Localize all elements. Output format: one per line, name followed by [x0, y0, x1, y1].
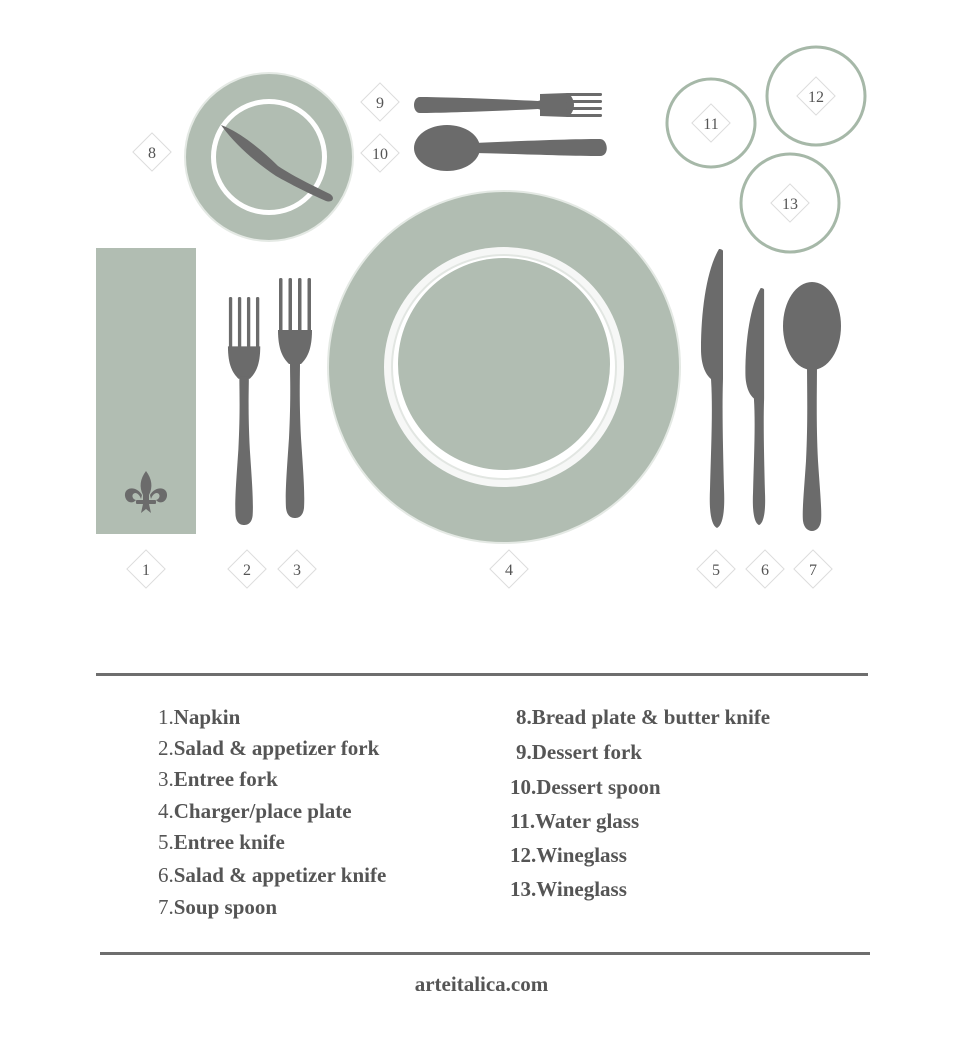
legend-item-label: Charger/place plate: [173, 799, 352, 823]
legend-item-11: [510, 809, 639, 834]
legend-item-12: [510, 843, 627, 868]
marker-6-label: 6: [761, 562, 769, 579]
legend-item-13: [510, 877, 627, 902]
legend-item-label: Wineglass: [536, 877, 627, 901]
legend-item-2: [158, 736, 379, 761]
marker-11-label: 11: [703, 116, 719, 133]
legend-item-10: [510, 775, 661, 800]
footer-site-link[interactable]: arteitalica.com: [414, 972, 549, 996]
marker-10-label: 10: [372, 146, 388, 163]
legend-item-number: 10.: [510, 775, 537, 799]
marker-3: [278, 550, 316, 588]
legend-item-label: Water glass: [535, 809, 640, 833]
legend-item-9: [516, 740, 642, 765]
legend-item-number: 1.: [158, 705, 174, 729]
charger-plate: [328, 191, 680, 543]
legend-item-number: 8.: [516, 705, 532, 729]
legend-item-6: [158, 863, 386, 888]
legend-item-number: 9.: [516, 740, 532, 764]
dessert-fork: [414, 93, 602, 117]
legend-item-number: 5.: [158, 830, 174, 854]
marker-7: [794, 550, 832, 588]
marker-1: [127, 550, 165, 588]
dessert-spoon: [414, 125, 607, 171]
legend-item-number: 12.: [510, 843, 537, 867]
legend-item-1: [158, 705, 240, 730]
legend-item-5: [158, 830, 285, 855]
legend-item-3: [158, 767, 278, 792]
marker-1-label: 1: [142, 562, 150, 579]
top-divider: [96, 673, 868, 676]
legend-item-label: Napkin: [173, 705, 241, 729]
salad-appetizer-knife: [745, 288, 765, 525]
legend-item-label: Bread plate & butter knife: [531, 705, 771, 729]
marker-4: [490, 550, 528, 588]
marker-2-label: 2: [243, 562, 251, 579]
soup-spoon: [783, 282, 841, 531]
legend-item-number: 3.: [158, 767, 174, 791]
salad-appetizer-fork: [228, 297, 260, 525]
bread-plate: [185, 73, 353, 241]
legend-item-number: 6.: [158, 863, 174, 887]
marker-10: [361, 134, 399, 172]
marker-8: [133, 133, 171, 171]
legend-item-4: [158, 799, 352, 824]
legend-item-8: [516, 705, 770, 730]
marker-9: [361, 83, 399, 121]
legend-item-number: 11.: [510, 809, 536, 833]
legend-item-label: Dessert fork: [531, 740, 642, 764]
legend-item-number: 7.: [158, 895, 174, 919]
legend-item-number: 2.: [158, 736, 174, 760]
marker-5-label: 5: [712, 562, 720, 579]
marker-2: [228, 550, 266, 588]
legend-item-7: [158, 895, 277, 920]
legend-item-number: 4.: [158, 799, 174, 823]
entree-fork: [278, 278, 312, 518]
marker-7-label: 7: [809, 562, 817, 579]
legend-item-label: Soup spoon: [173, 895, 278, 919]
marker-5: [697, 550, 735, 588]
marker-8-label: 8: [148, 145, 156, 162]
legend-item-label: Wineglass: [536, 843, 627, 867]
entree-knife: [701, 249, 724, 528]
marker-13-label: 13: [782, 196, 798, 213]
marker-9-label: 9: [376, 95, 384, 112]
legend-item-label: Salad & appetizer knife: [173, 863, 387, 887]
marker-3-label: 3: [293, 562, 301, 579]
marker-6: [746, 550, 784, 588]
legend-item-label: Entree fork: [173, 767, 278, 791]
napkin: [96, 248, 196, 534]
legend-item-label: Salad & appetizer fork: [173, 736, 380, 760]
legend-item-label: Dessert spoon: [536, 775, 661, 799]
marker-4-label: 4: [505, 562, 513, 579]
marker-12-label: 12: [808, 89, 824, 106]
legend-item-number: 13.: [510, 877, 537, 901]
bottom-divider: [100, 952, 870, 955]
legend-item-label: Entree knife: [173, 830, 285, 854]
